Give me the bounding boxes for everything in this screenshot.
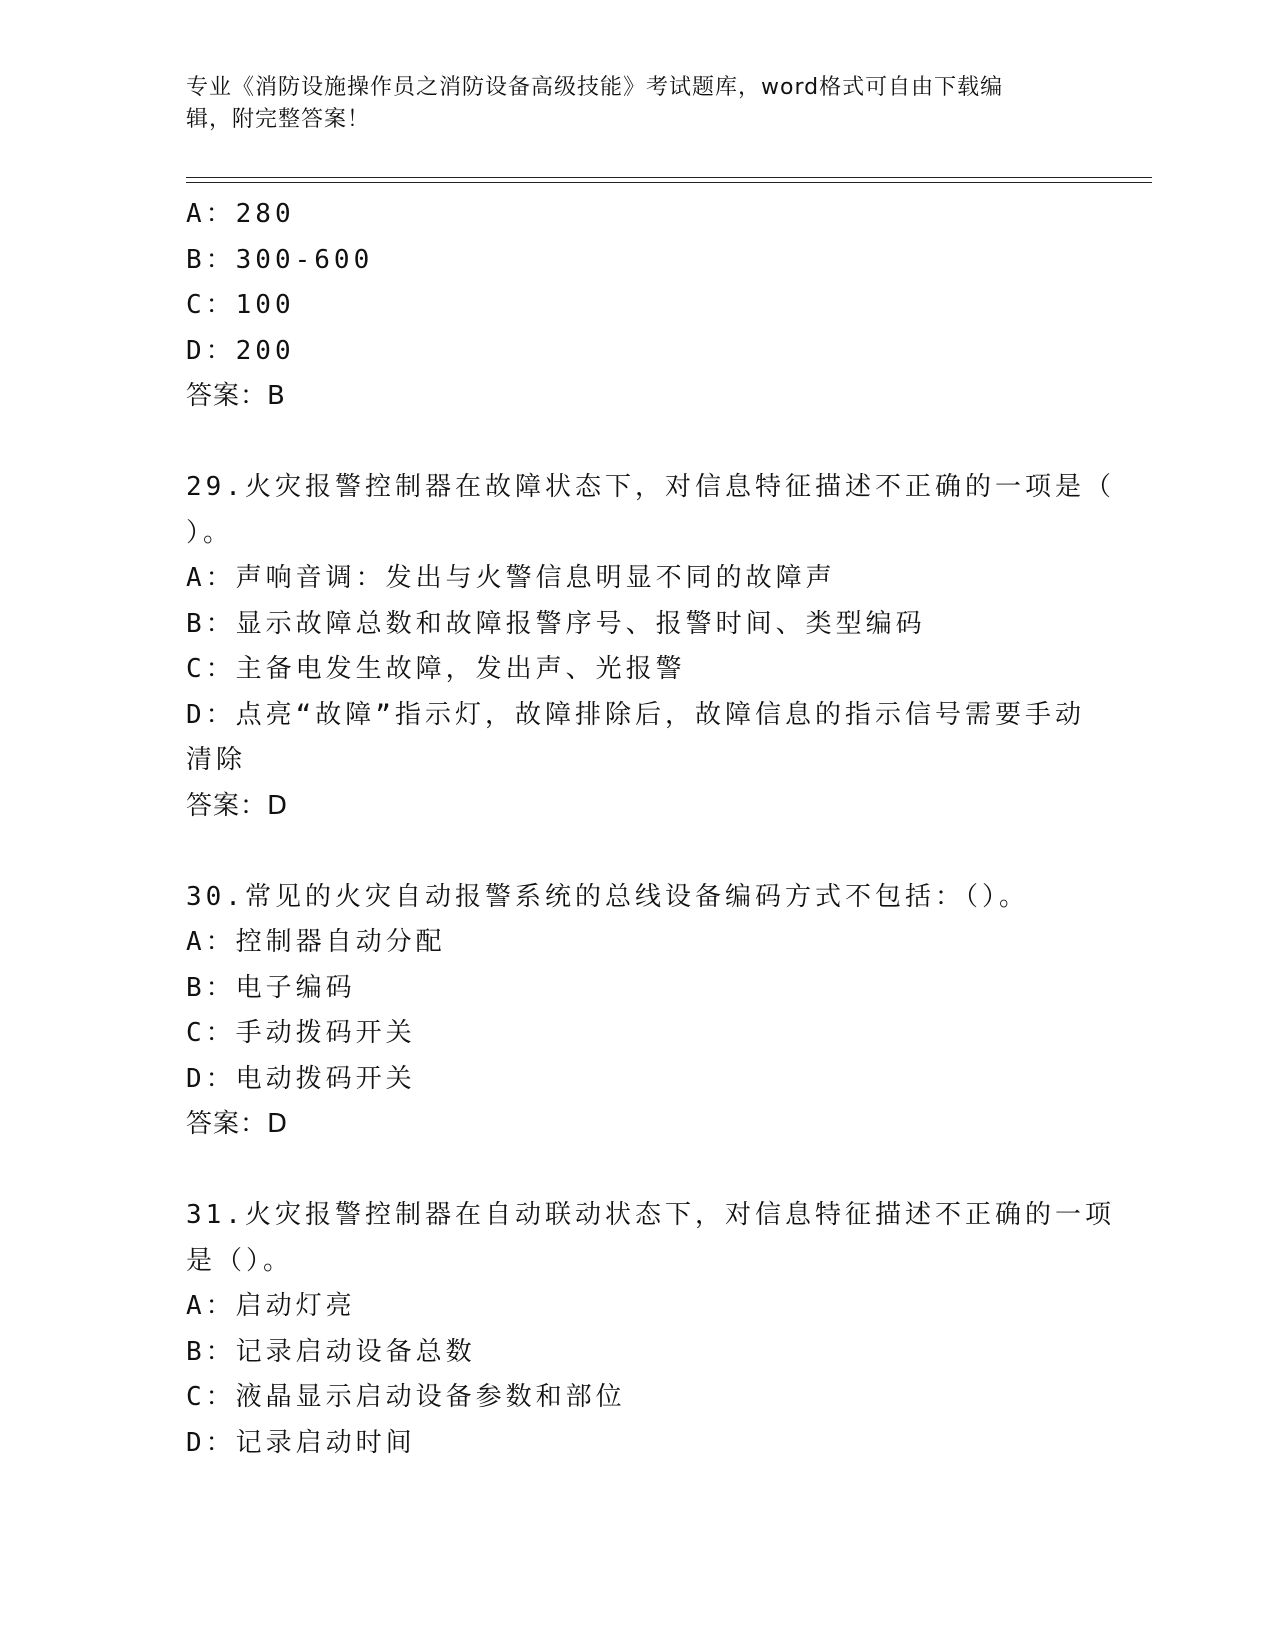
spacer	[186, 829, 1086, 875]
spacer	[186, 420, 1086, 466]
document-header	[186, 72, 1066, 136]
q31-stem-line-1: 31.火灾报警控制器在自动联动状态下，对信息特征描述不正确的一项	[186, 1200, 1115, 1230]
header-line-1: 专业《消防设施操作员之消防设备高级技能》考试题库，word格式可自由下载编	[186, 75, 1004, 100]
q28-option-d: D：200	[186, 335, 295, 366]
q29-option-a: A：声响音调：发出与火警信息明显不同的故障声	[186, 563, 836, 593]
q29-stem-line-2: ）。	[186, 517, 234, 548]
question-28	[186, 192, 1086, 420]
q29-answer: 答案：D	[186, 790, 289, 821]
q31-option-a: A：启动灯亮	[186, 1291, 356, 1321]
question-29	[186, 465, 1115, 829]
q28-option-c: C：100	[186, 290, 295, 320]
q29-option-b: B：显示故障总数和故障报警序号、报警时间、类型编码	[186, 608, 926, 639]
q31-option-b: B：记录启动设备总数	[186, 1336, 476, 1367]
q29-stem-line-1: 29.火灾报警控制器在故障状态下，对信息特征描述不正确的一项是（	[186, 472, 1115, 502]
q29-option-d-line-2: 清除	[186, 745, 247, 775]
q29-option-d-line-1: D：点亮“故障”指示灯，故障排除后，故障信息的指示信号需要手动	[186, 699, 1085, 730]
q28-option-a: A：280	[186, 199, 295, 229]
q30-option-c: C：手动拨码开关	[186, 1018, 416, 1048]
q29-option-c: C：主备电发生故障，发出声、光报警	[186, 654, 686, 684]
q30-option-b: B：电子编码	[186, 972, 356, 1003]
question-31	[186, 1193, 1115, 1466]
spacer	[186, 1148, 1086, 1194]
q30-answer: 答案：D	[186, 1109, 289, 1139]
question-30	[186, 875, 1086, 1148]
q31-stem-line-2: 是（）。	[186, 1245, 294, 1276]
header-line-2: 辑，附完整答案！	[186, 107, 371, 132]
header-rule-top	[186, 177, 1152, 178]
q31-option-c: C：液晶显示启动设备参数和部位	[186, 1382, 626, 1412]
header-rule-bottom	[186, 182, 1152, 183]
q30-option-d: D：电动拨码开关	[186, 1063, 416, 1094]
q31-option-d: D：记录启动时间	[186, 1427, 416, 1458]
q30-option-a: A：控制器自动分配	[186, 927, 446, 957]
q28-answer: 答案：B	[186, 381, 286, 411]
q30-stem: 30.常见的火灾自动报警系统的总线设备编码方式不包括：（）。	[186, 881, 1029, 912]
q28-option-b: B：300-600	[186, 244, 374, 275]
question-content	[186, 192, 1115, 1466]
